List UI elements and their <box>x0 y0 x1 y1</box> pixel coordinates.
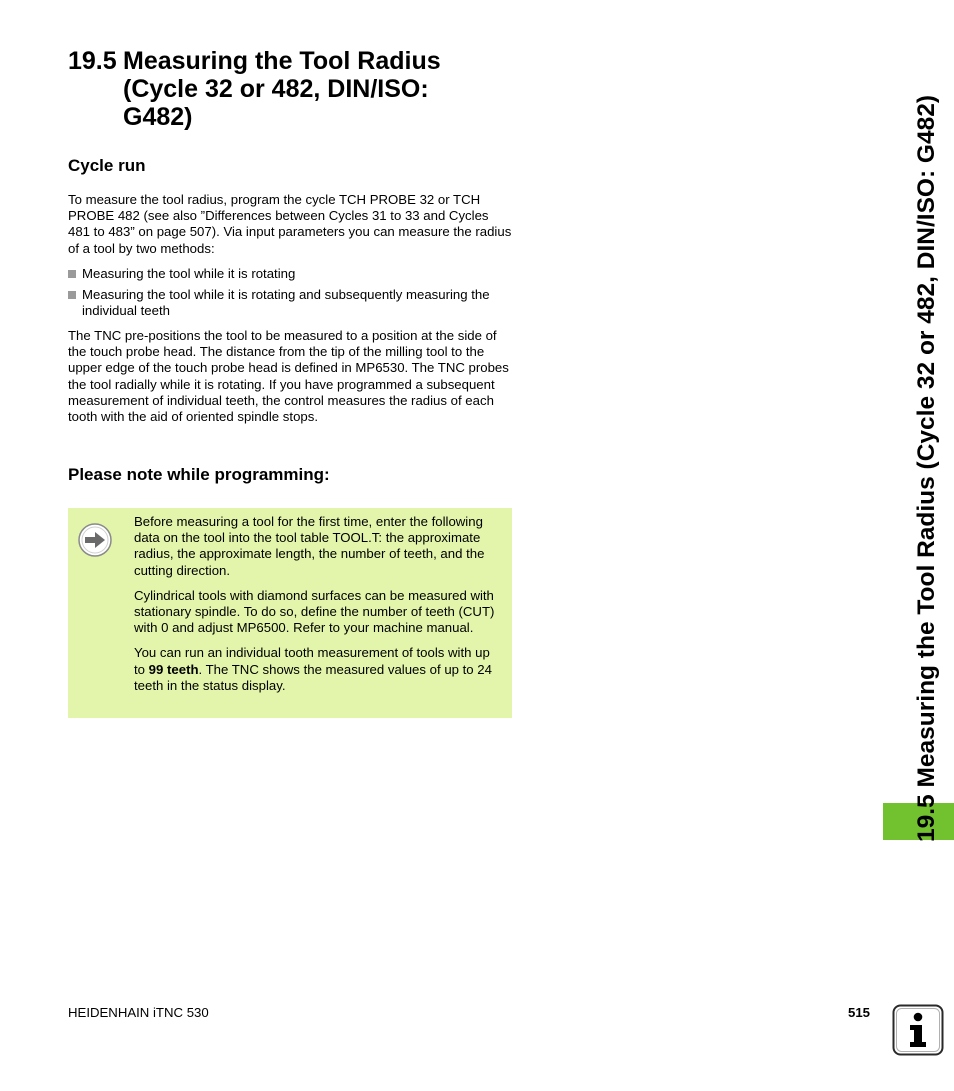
page-number: 515 <box>848 1005 871 1020</box>
title-line-2: (Cycle 32 or 482, DIN/ISO: <box>123 75 429 103</box>
section-number: 19.5 <box>68 47 117 75</box>
arrow-right-icon <box>78 523 112 557</box>
programming-note-heading: Please note while programming: <box>68 465 330 484</box>
note-box <box>68 508 512 718</box>
note-paragraph-3 <box>134 645 504 694</box>
footer-product: HEIDENHAIN iTNC 530 <box>68 1005 209 1020</box>
running-title: 19.5 Measuring the Tool Radius (Cycle 32 or 482, DIN/ISO: G482) <box>913 94 940 842</box>
note-3-text-end: . The TNC shows the measured values of up to 24 teeth in the status display. <box>134 661 492 693</box>
list-item-text: Measuring the tool while it is rotating <box>82 266 296 281</box>
note-paragraph-1: Before measuring a tool for the first time, enter the following data on the tool into the tool table TOOL.T: the approximate radius, the approximate length, the number of teeth, and the cutting direction. <box>134 514 485 578</box>
title-line-1: Measuring the Tool Radius <box>123 47 441 75</box>
list-item <box>68 287 513 319</box>
title-line-3: G482) <box>123 103 193 131</box>
note-text <box>134 514 504 703</box>
cycle-run-intro: To measure the tool radius, program the cycle TCH PROBE 32 or TCH PROBE 482 (see also ”Differences between Cycles 31 to 33 and Cycles 481 to 483” on page 507). Via input parameters you can measure the radius of a tool by two methods: <box>68 192 512 256</box>
info-icon <box>892 1004 944 1056</box>
page-title <box>68 47 508 131</box>
note-3-text-start: You can run an individual tooth measurement of tools with up to <box>134 645 490 677</box>
cycle-run-heading: Cycle run <box>68 156 146 175</box>
list-item <box>68 266 513 282</box>
note-paragraph-2: Cylindrical tools with diamond surfaces can be measured with stationary spindle. To do so, define the number of teeth (CUT) with 0 and adjust MP6500. Refer to your machine manual. <box>134 587 495 636</box>
bullet-square-icon <box>68 291 76 299</box>
list-item-text: Measuring the tool while it is rotating and subsequently measuring the individual teeth <box>82 287 490 319</box>
bullet-square-icon <box>68 270 76 278</box>
note-3-bold: 99 teeth <box>148 661 199 677</box>
cycle-run-description: The TNC pre-positions the tool to be measured to a position at the side of the touch probe head. The distance from the tip of the milling tool to the upper edge of the touch probe head is defined in MP6530. The TNC probes the tool radially while it is rotating. If you have programmed a subsequent measurement of individual teeth, the control measures the radius of each tooth with the aid of oriented spindle stops. <box>68 328 509 425</box>
